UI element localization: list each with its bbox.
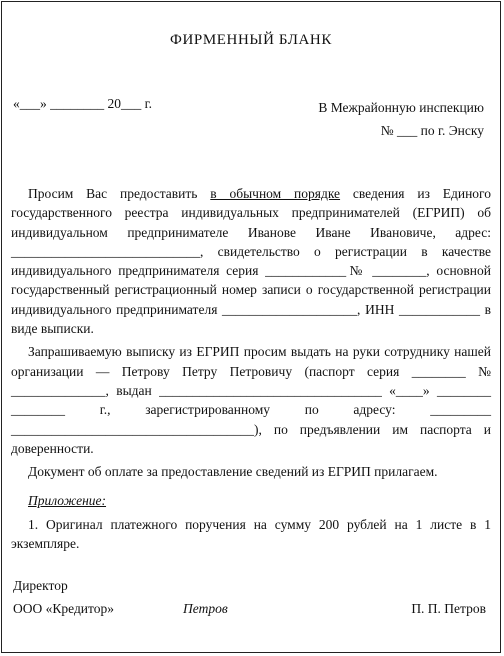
- signature-handwritten: Петров: [183, 601, 228, 616]
- recipient-line-1: В Межрайонную инспекцию: [318, 100, 484, 115]
- signature-name: П. П. Петров: [411, 601, 486, 616]
- appendix-heading: Приложение:: [28, 493, 107, 509]
- request-part-2: сведения из Единого государственного реестра индивидуальных предпринимателей (ЕГРИП) об индивидуальном предпринимателе Иванове Иване Ивановиче, адрес: ____________________________, свидетельство о регистрации в качестве индивидуального предпринимателя серия ____________№ ________, основной государственный регистрационный номер записи о государственной регистрации индивидуального предпринимателя ____________________, ИНН ____________ в виде выписки.: [11, 186, 491, 337]
- date-line: «___» ________ 20___ г.: [13, 96, 153, 111]
- recipient-block: [318, 96, 484, 142]
- request-underlined: в обычном порядке: [210, 186, 341, 201]
- signature-organization: ООО «Кредитор»: [13, 601, 115, 616]
- signature-position: Директор: [13, 578, 68, 593]
- request-paragraph: [11, 184, 491, 338]
- issue-paragraph: Запрашиваемую выписку из ЕГРИП просим выдать на руки сотруднику нашей организации — Петрову Петру Петровичу (паспорт серия ________ № ______________, выдан _________________________________ «____» ________ ________ г., зарегистрированному по адресу: _________ ____________________________________), по предъявлении им паспорта и доверенности.: [11, 344, 491, 456]
- letter-body: [11, 184, 491, 553]
- signature-row: [13, 601, 489, 621]
- document-title: ФИРМЕННЫЙ БЛАНК: [170, 32, 332, 48]
- recipient-line-2: № ___ по г. Энску: [380, 123, 484, 138]
- letterhead-document: [1, 1, 501, 653]
- payment-paragraph: Документ об оплате за предоставление сведений из ЕГРИП прилагаем.: [28, 464, 438, 480]
- appendix-item: 1. Оригинал платежного поручения на сумму 200 рублей на 1 листе в 1 экземпляре.: [11, 516, 491, 552]
- request-part-1: Просим Вас предоставить: [28, 186, 211, 201]
